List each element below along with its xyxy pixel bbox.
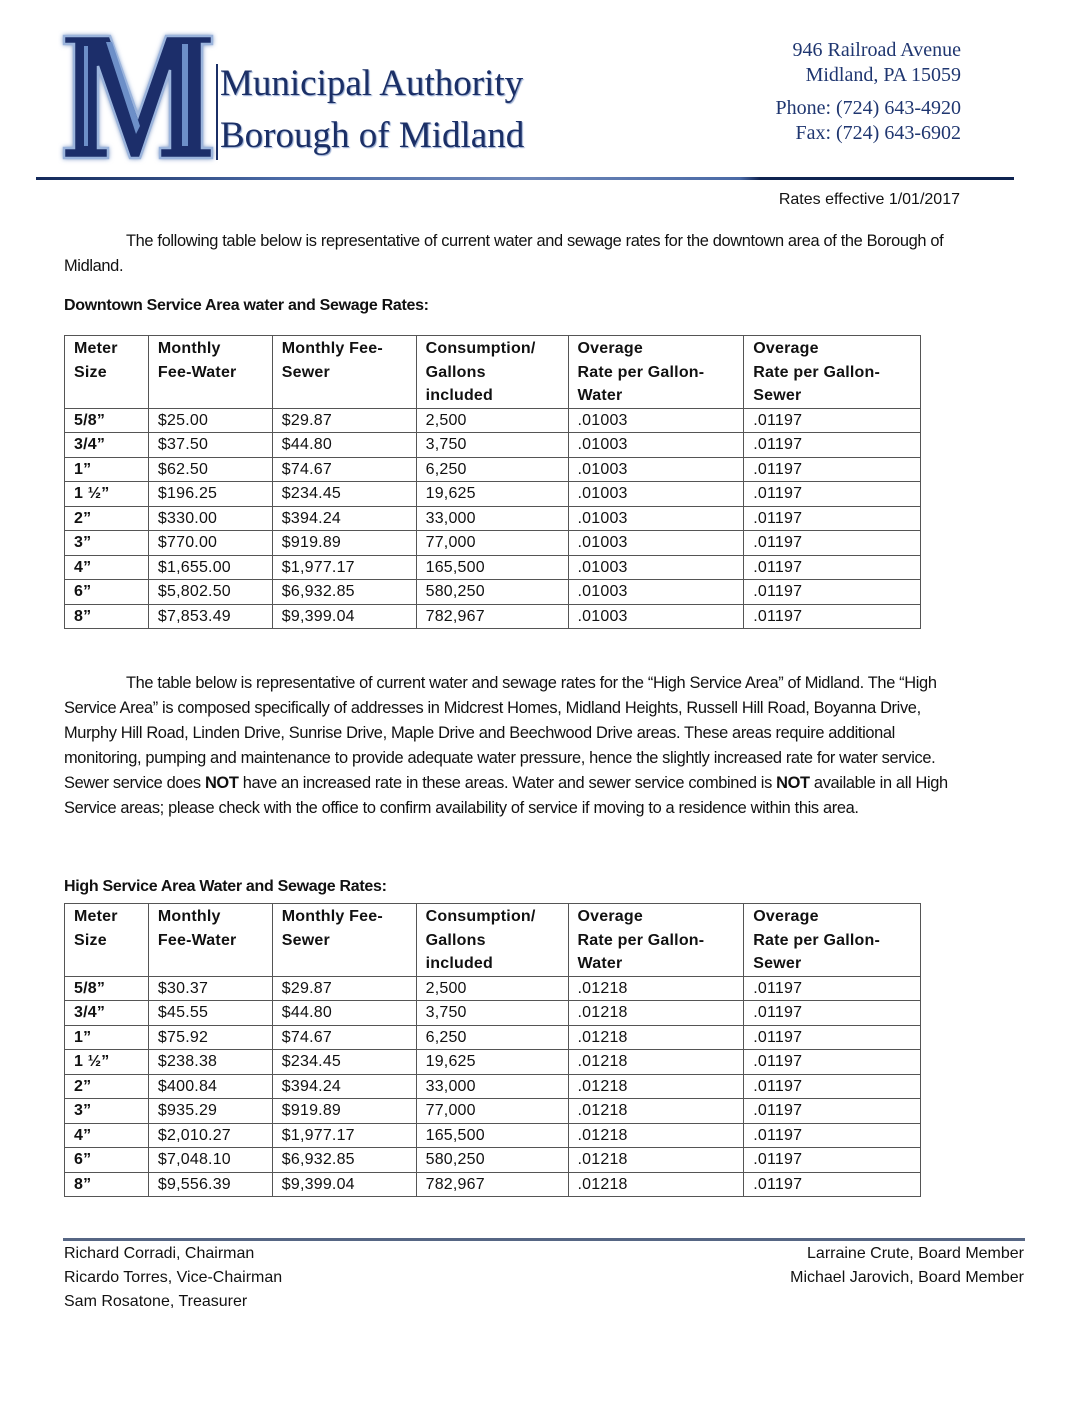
table-row — [65, 457, 921, 482]
table-cell: $30.37 — [148, 976, 272, 1001]
column-header-line: Gallons — [425, 931, 486, 949]
board-members — [790, 1242, 1024, 1290]
org-name-line2: Borough of Midland — [220, 115, 525, 156]
table-cell: 6,250 — [416, 1025, 568, 1050]
meter-size-cell: 3” — [65, 1099, 149, 1124]
table-cell: .01197 — [744, 457, 921, 482]
table-cell: 6,250 — [416, 457, 568, 482]
table-cell: .01197 — [744, 506, 921, 531]
address-line2: Midland, PA 15059 — [805, 64, 961, 86]
table-row — [65, 604, 921, 629]
column-header — [744, 336, 921, 409]
table-row — [65, 555, 921, 580]
table-row — [65, 1074, 921, 1099]
column-header-line: Sewer — [753, 387, 802, 404]
table-header-row — [65, 336, 921, 409]
meter-size-cell: 1 ½” — [65, 1050, 149, 1075]
table-cell: .01197 — [744, 1099, 921, 1124]
column-header-line: Rate per Gallon- — [753, 931, 881, 949]
meter-size-cell: 1” — [65, 1025, 149, 1050]
table-cell: .01218 — [568, 1074, 744, 1099]
table-cell: 580,250 — [416, 580, 568, 605]
table-cell: .01218 — [568, 1172, 744, 1197]
table-cell: .01197 — [744, 1025, 921, 1050]
column-header-line: Overage — [753, 908, 819, 925]
column-header-line: Water — [577, 955, 623, 972]
table-cell: $935.29 — [148, 1099, 272, 1124]
table-cell: $9,399.04 — [272, 604, 416, 629]
fax: Fax: (724) 643-6902 — [795, 122, 961, 144]
column-header-line: Monthly Fee- — [281, 340, 383, 357]
table-cell: $1,977.17 — [272, 1123, 416, 1148]
table-row — [65, 482, 921, 507]
table-cell: $9,399.04 — [272, 1172, 416, 1197]
intro-text: The following table below is representative of current water and sewage rates for the downtown area of the Borough of Midland. — [64, 232, 944, 275]
table-cell: $37.50 — [148, 433, 272, 458]
board-member: Richard Corradi, Chairman — [64, 1245, 255, 1262]
table-cell: .01218 — [568, 1001, 744, 1026]
column-header-line: Meter — [74, 908, 118, 925]
table-cell: $62.50 — [148, 457, 272, 482]
board-member: Larraine Crute, Board Member — [807, 1245, 1024, 1262]
table-cell: .01003 — [568, 580, 744, 605]
table-cell: $770.00 — [148, 531, 272, 556]
table-cell: .01197 — [744, 408, 921, 433]
table-cell: 3,750 — [416, 1001, 568, 1026]
column-header-line: Overage — [577, 908, 643, 925]
table-row — [65, 1148, 921, 1173]
column-header — [568, 336, 744, 409]
table-cell: .01197 — [744, 482, 921, 507]
downtown-table-title: Downtown Service Area water and Sewage Rates: — [64, 297, 429, 314]
table-cell: 33,000 — [416, 1074, 568, 1099]
column-header — [148, 904, 272, 977]
column-header-line: Water — [577, 387, 623, 404]
table-cell: 3,750 — [416, 433, 568, 458]
emphasis-not-2: NOT — [776, 774, 810, 792]
column-header-line: Monthly Fee- — [281, 908, 383, 925]
table-cell: $919.89 — [272, 1099, 416, 1124]
table-row — [65, 1001, 921, 1026]
column-header-line: Size — [74, 363, 107, 381]
table-cell: $7,853.49 — [148, 604, 272, 629]
footer-divider — [63, 1238, 1025, 1241]
table-cell: 2,500 — [416, 976, 568, 1001]
table-cell: .01197 — [744, 580, 921, 605]
table-cell: .01197 — [744, 1148, 921, 1173]
meter-size-cell: 4” — [65, 555, 149, 580]
meter-size-cell: 4” — [65, 1123, 149, 1148]
table-cell: $400.84 — [148, 1074, 272, 1099]
meter-size-cell: 8” — [65, 1172, 149, 1197]
board-officers — [64, 1242, 282, 1314]
board-member: Sam Rosatone, Treasurer — [64, 1293, 248, 1310]
column-header-line: included — [425, 387, 493, 404]
table-cell: 2,500 — [416, 408, 568, 433]
column-header-line: Overage — [577, 340, 643, 357]
column-header-line: Sewer — [281, 931, 330, 949]
table-cell: $29.87 — [272, 408, 416, 433]
table-cell: $1,977.17 — [272, 555, 416, 580]
column-header — [272, 904, 416, 977]
table-cell: $29.87 — [272, 976, 416, 1001]
column-header — [568, 904, 744, 977]
table-cell: .01197 — [744, 1074, 921, 1099]
column-header-line: Size — [74, 931, 107, 949]
table-cell: 165,500 — [416, 1123, 568, 1148]
table-cell: $238.38 — [148, 1050, 272, 1075]
phone: Phone: (724) 643-4920 — [775, 97, 961, 119]
table-row — [65, 1050, 921, 1075]
high-service-table-title: High Service Area Water and Sewage Rates: — [64, 878, 387, 895]
address — [775, 38, 961, 88]
table-cell: .01197 — [744, 1050, 921, 1075]
column-header-line: Rate per Gallon- — [577, 931, 705, 949]
column-header-line: Sewer — [281, 363, 330, 381]
column-header — [416, 904, 568, 977]
table-cell: $6,932.85 — [272, 1148, 416, 1173]
table-cell: 77,000 — [416, 1099, 568, 1124]
table-cell: 782,967 — [416, 1172, 568, 1197]
board-member: Michael Jarovich, Board Member — [790, 1269, 1024, 1286]
board-member: Ricardo Torres, Vice-Chairman — [64, 1269, 283, 1286]
table-row — [65, 1099, 921, 1124]
table-cell: .01197 — [744, 1001, 921, 1026]
table-cell: .01218 — [568, 1025, 744, 1050]
table-cell: $234.45 — [272, 1050, 416, 1075]
column-header — [744, 904, 921, 977]
header-divider — [36, 177, 1014, 180]
table-cell: $234.45 — [272, 482, 416, 507]
table-row — [65, 1172, 921, 1197]
intro-paragraph — [64, 229, 964, 279]
table-cell: .01003 — [568, 555, 744, 580]
table-cell: 33,000 — [416, 506, 568, 531]
column-header-line: Consumption/ — [425, 908, 536, 925]
table-cell: .01003 — [568, 408, 744, 433]
logo-divider — [216, 64, 218, 160]
table-cell: .01003 — [568, 531, 744, 556]
column-header-line: Sewer — [753, 955, 802, 972]
contact-block — [775, 38, 961, 146]
table-cell: $330.00 — [148, 506, 272, 531]
table-cell: $9,556.39 — [148, 1172, 272, 1197]
high-service-text-3: available in all High Service areas; please check with the office to confirm availability of service if moving to a residence within this area. — [64, 774, 948, 817]
table-row — [65, 1123, 921, 1148]
table-cell: $75.92 — [148, 1025, 272, 1050]
table-cell: .01003 — [568, 433, 744, 458]
column-header-line: Fee-Water — [157, 363, 237, 381]
column-header-line: Fee-Water — [157, 931, 237, 949]
table-cell: .01197 — [744, 1123, 921, 1148]
meter-size-cell: 5/8” — [65, 976, 149, 1001]
table-header-row — [65, 904, 921, 977]
column-header-line: Monthly — [157, 340, 221, 357]
column-header-line: Gallons — [425, 363, 486, 381]
table-cell: $2,010.27 — [148, 1123, 272, 1148]
table-cell: $44.80 — [272, 433, 416, 458]
emphasis-not-1: NOT — [204, 774, 239, 792]
column-header — [65, 904, 149, 977]
table-cell: .01197 — [744, 604, 921, 629]
table-cell: 19,625 — [416, 1050, 568, 1075]
meter-size-cell: 2” — [65, 506, 149, 531]
table-cell: $7,048.10 — [148, 1148, 272, 1173]
table-cell: $394.24 — [272, 1074, 416, 1099]
table-row — [65, 408, 921, 433]
address-line1: 946 Railroad Avenue — [792, 39, 961, 61]
table-row — [65, 433, 921, 458]
high-service-rates-table — [64, 903, 921, 1197]
table-cell: 580,250 — [416, 1148, 568, 1173]
column-header-line: Monthly — [157, 908, 221, 925]
table-cell: $6,932.85 — [272, 580, 416, 605]
table-cell: $196.25 — [148, 482, 272, 507]
table-cell: .01003 — [568, 482, 744, 507]
table-cell: .01218 — [568, 1099, 744, 1124]
table-cell: $45.55 — [148, 1001, 272, 1026]
table-cell: 19,625 — [416, 482, 568, 507]
table-row — [65, 580, 921, 605]
column-header — [148, 336, 272, 409]
meter-size-cell: 1” — [65, 457, 149, 482]
meter-size-cell: 6” — [65, 1148, 149, 1173]
table-cell: .01218 — [568, 1148, 744, 1173]
org-name-line1: Municipal Authority — [220, 63, 524, 104]
table-cell: $44.80 — [272, 1001, 416, 1026]
downtown-rates-table — [64, 335, 921, 629]
table-row — [65, 506, 921, 531]
column-header-line: Rate per Gallon- — [753, 363, 881, 381]
table-cell: .01197 — [744, 976, 921, 1001]
table-cell: 77,000 — [416, 531, 568, 556]
table-cell: 782,967 — [416, 604, 568, 629]
column-header-line: Rate per Gallon- — [577, 363, 705, 381]
organization-name — [216, 58, 524, 162]
table-cell: .01003 — [568, 457, 744, 482]
column-header-line: Consumption/ — [425, 340, 536, 357]
column-header — [416, 336, 568, 409]
column-header-line: included — [425, 955, 493, 972]
table-cell: .01003 — [568, 604, 744, 629]
table-row — [65, 976, 921, 1001]
table-cell: .01197 — [744, 1172, 921, 1197]
table-row — [65, 1025, 921, 1050]
table-cell: $74.67 — [272, 457, 416, 482]
high-service-text-1: The table below is representative of current water and sewage rates for the “High Service Area” of Midland. The “High Service Area” is composed specifically of addresses in Midcrest Homes, Midland Heights, Russell Hill Road, Boyanna Drive, Murphy Hill Road, Linden Drive, Sunrise Drive, Maple Drive and Beechwood Drive areas. These areas require additional monitoring, pumping and maintenance to provide adequate water pressure, hence the slightly increased rate for water service. Sewer service does — [64, 674, 937, 792]
table-cell: .01218 — [568, 976, 744, 1001]
column-header — [272, 336, 416, 409]
column-header — [65, 336, 149, 409]
meter-size-cell: 5/8” — [65, 408, 149, 433]
table-cell: 165,500 — [416, 555, 568, 580]
column-header-line: Meter — [74, 340, 118, 357]
meter-size-cell: 2” — [65, 1074, 149, 1099]
meter-size-cell: 1 ½” — [65, 482, 149, 507]
table-cell: $919.89 — [272, 531, 416, 556]
table-cell: .01197 — [744, 433, 921, 458]
table-cell: $1,655.00 — [148, 555, 272, 580]
table-cell: .01197 — [744, 555, 921, 580]
meter-size-cell: 6” — [65, 580, 149, 605]
table-cell: $74.67 — [272, 1025, 416, 1050]
table-row — [65, 531, 921, 556]
meter-size-cell: 3/4” — [65, 1001, 149, 1026]
meter-size-cell: 8” — [65, 604, 149, 629]
rates-effective-date: Rates effective 1/01/2017 — [778, 191, 960, 208]
table-cell: $394.24 — [272, 506, 416, 531]
table-cell: $5,802.50 — [148, 580, 272, 605]
table-cell: .01003 — [568, 506, 744, 531]
table-cell: .01197 — [744, 531, 921, 556]
high-service-paragraph — [64, 671, 964, 821]
table-cell: .01218 — [568, 1050, 744, 1075]
column-header-line: Overage — [753, 340, 819, 357]
table-cell: $25.00 — [148, 408, 272, 433]
logo-m-icon — [58, 30, 218, 166]
meter-size-cell: 3/4” — [65, 433, 149, 458]
table-cell: .01218 — [568, 1123, 744, 1148]
meter-size-cell: 3” — [65, 531, 149, 556]
high-service-text-2: have an increased rate in these areas. Water and sewer service combined is — [238, 774, 777, 792]
